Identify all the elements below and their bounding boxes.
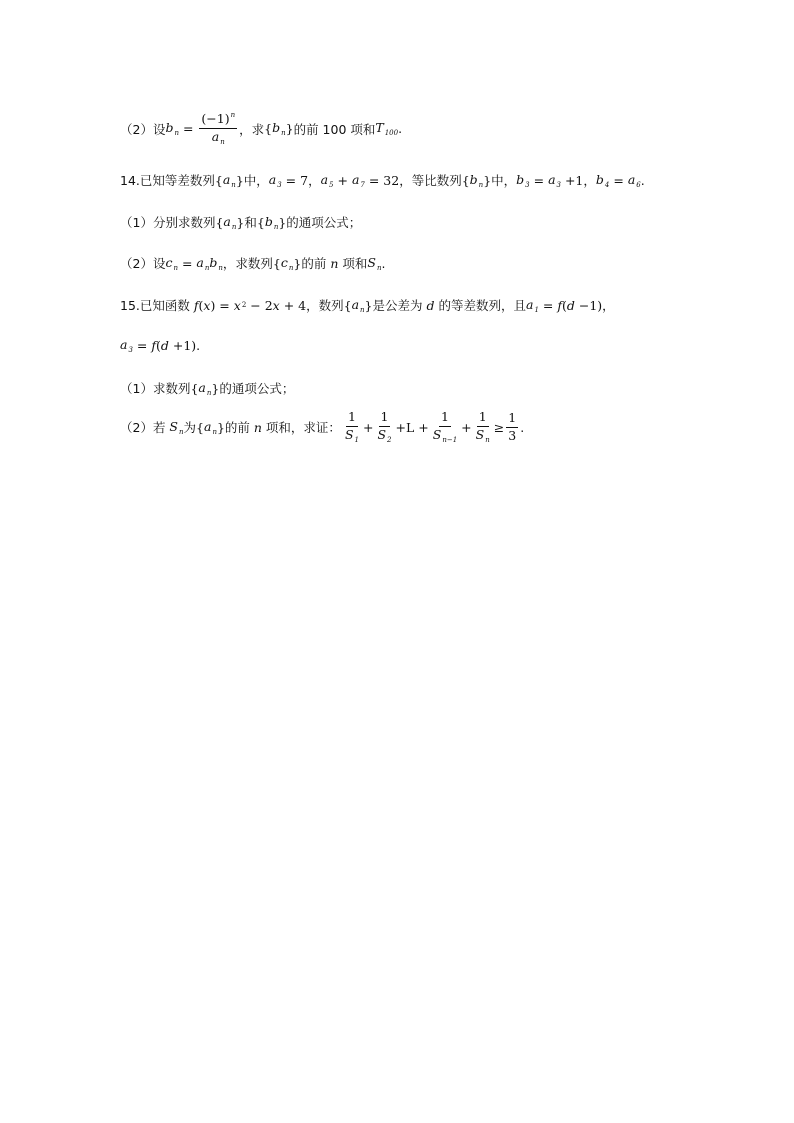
q15-part2: （2）若 $S_n$ 为 { $a_n$ } 的前 n 项和，求证： $\frac{1}{S_1}$ + $\frac{1}{S_2}$ + L + $\frac{1}{S_{n-1}}$ + $\frac{1}{S_n}$ ≥ $\frac{1}{3}$ . — [120, 409, 525, 444]
fraction: $\frac{1}{3}$ — [508, 410, 517, 443]
fraction: $\frac{(-1)^n}{a_n}$ — [201, 111, 236, 146]
q14-part1: （1）分别求数列 { $a_n$ } 和 { $b_n$ } 的通项公式； — [120, 213, 362, 231]
fraction: $\frac{1}{S_1}$ — [344, 409, 359, 444]
q15-stem-cont: $a_3$ = f ( d +1) . — [120, 337, 201, 354]
q13-part2: （2）设 $b_n$ = $\frac{(-1)^n}{a_n}$ ，求 { $b_n$ } 的前 100 项和 $T_{100}$ . — [120, 111, 403, 146]
fraction: $\frac{1}{S_2}$ — [377, 409, 392, 444]
q14-stem: 14.已知等差数列 { $a_n$ } 中， $a_3$ = 7 ， $a_5$ + $a_7$ = 32 ，等比数列 { $b_n$ } 中， $b_3$ = $a_3$ +1 ， $b_4$ = $a_6$ . — [120, 171, 645, 189]
q15-stem: 15.已知函数 f ( x ) = x 2 − 2 x + 4 ，数列 { $a_n$ } 是公差为 d 的等差数列，且 $a_1$ = f ( d −1) ， — [120, 296, 615, 314]
fraction: $\frac{1}{S_n}$ — [475, 409, 490, 444]
fraction: $\frac{1}{S_{n-1}}$ — [432, 409, 458, 444]
q15-part1: （1）求数列 { $a_n$ } 的通项公式； — [120, 379, 295, 397]
q14-part2: （2）设 $c_n$ = $a_nb_n$ ，求数列 { $c_n$ } 的前 n 项和 $S_n$ . — [120, 254, 386, 272]
